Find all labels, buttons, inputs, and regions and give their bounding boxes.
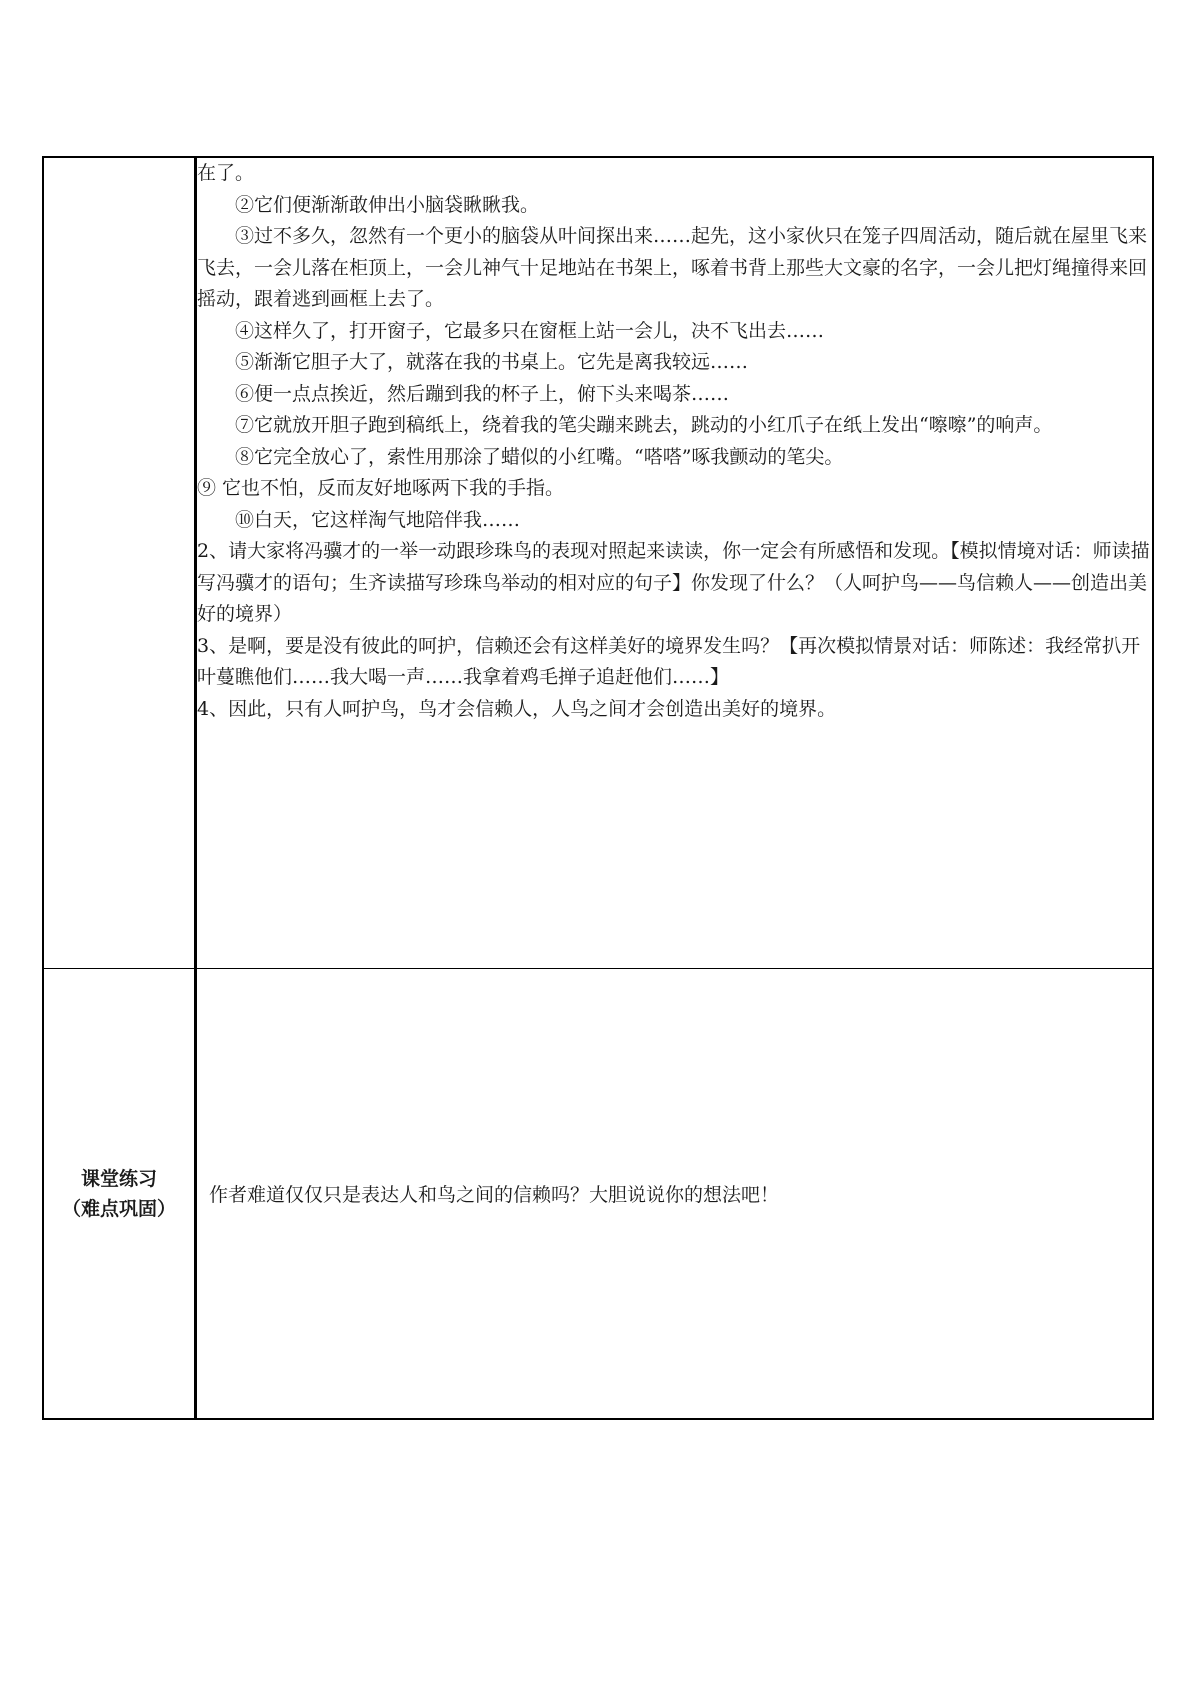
row-label-cell [43, 969, 196, 1420]
row-label-cell [43, 157, 196, 969]
row-label-line2: （难点巩固） [61, 1197, 176, 1220]
paragraph: 在了。 [197, 162, 255, 184]
lesson-plan-table [42, 156, 1154, 1420]
paragraph: ②它们便渐渐敢伸出小脑袋瞅瞅我。 [235, 193, 540, 216]
paragraph: 3、是啊，要是没有彼此的呵护，信赖还会有这样美好的境界发生吗？【再次模拟情景对话：师陈述：我经常扒开叶蔓瞧他们……我大喝一声……我拿着鸡毛掸子追赶他们……】 [197, 634, 1141, 688]
paragraph: 4、因此，只有人呵护鸟，鸟才会信赖人，人鸟之间才会创造出美好的境界。 [197, 697, 837, 720]
paragraph: ⑩白天，它这样淘气地陪伴我…… [235, 508, 521, 531]
paragraph-list [197, 158, 1152, 725]
table-row-reading-analysis [43, 157, 1153, 969]
paragraph: ⑥便一点点挨近，然后蹦到我的杯子上，俯下头来喝茶…… [235, 382, 730, 405]
exercise-content-cell [196, 969, 1154, 1420]
table-row-class-exercise [43, 969, 1153, 1420]
paragraph: ⑦它就放开胆子跑到稿纸上，绕着我的笔尖蹦来跳去，跳动的小红爪子在纸上发出“嚓嚓”的响声。 [235, 414, 1053, 436]
paragraph: ③过不多久，忽然有一个更小的脑袋从叶间探出来……起先，这小家伙只在笼子四周活动，随后就在屋里飞来飞去，一会儿落在柜顶上，一会儿神气十足地站在书架上，啄着书背上那些大文豪的名字，一会儿把灯绳撞得来回摇动，跟着逃到画框上去了。 [197, 225, 1148, 310]
paragraph: ⑨ 它也不怕，反而友好地啄两下我的手指。 [197, 477, 565, 499]
paragraph: ④这样久了，打开窗子，它最多只在窗框上站一会儿，决不飞出去…… [235, 319, 825, 342]
paragraph: ⑧它完全放心了，索性用那涂了蜡似的小红嘴。“嗒嗒”啄我颤动的笔尖。 [235, 445, 844, 468]
row-label-line1: 课堂练习 [80, 1167, 157, 1190]
reading-content-cell [196, 157, 1154, 969]
paragraph: 2、请大家将冯骥才的一举一动跟珍珠鸟的表现对照起来读读，你一定会有所感悟和发现。【模拟情境对话：师读描写冯骥才的语句；生齐读描写珍珠鸟举动的相对应的句子】你发现了什么？（人呵护鸟——鸟信赖人——创造出美好的境界） [197, 540, 1150, 625]
exercise-question: 作者难道仅仅只是表达人和鸟之间的信赖吗？大胆说说你的想法吧！ [209, 1184, 780, 1206]
paragraph: ⑤渐渐它胆子大了，就落在我的书桌上。它先是离我较远…… [235, 351, 749, 373]
